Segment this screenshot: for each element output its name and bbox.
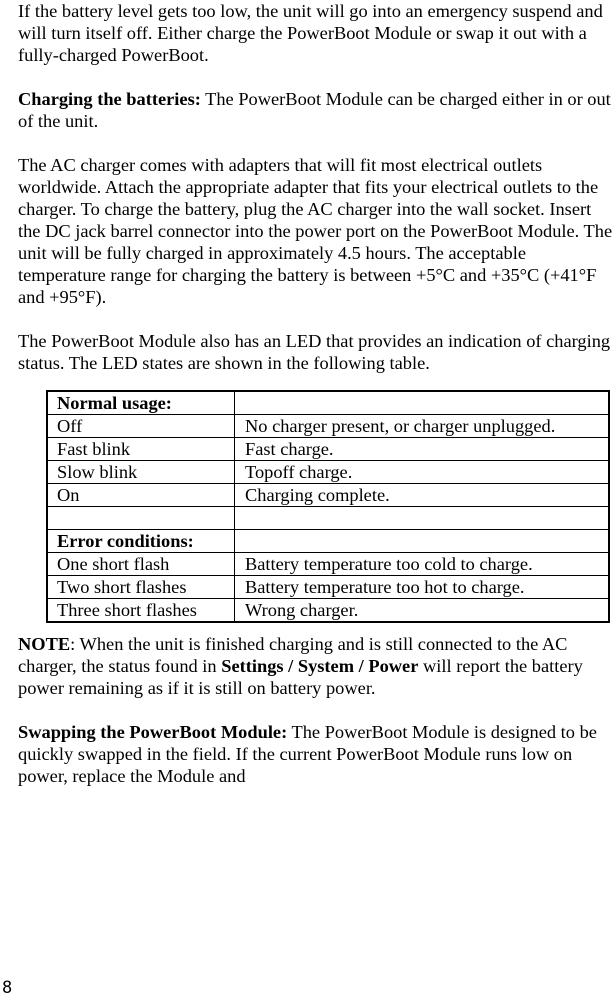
- led-state: On: [47, 484, 235, 507]
- note-text-1: : When the unit is finished charging and is still connected to the AC charger, the status found in: [18, 634, 568, 676]
- normal-usage-header: Normal usage:: [47, 391, 235, 415]
- led-status-table: [46, 390, 610, 623]
- charging-text: The PowerBoot Module can be charged either in or out of the unit.: [18, 89, 611, 131]
- led-meaning: Fast charge.: [235, 438, 610, 461]
- error-conditions-header: Error conditions:: [47, 530, 235, 553]
- empty-row: [47, 507, 609, 530]
- swapping-heading: Swapping the PowerBoot Module:: [18, 722, 288, 742]
- led-meaning: Wrong charger.: [235, 599, 610, 623]
- led-meaning: Topoff charge.: [235, 461, 610, 484]
- table-row: [47, 415, 609, 438]
- note-text-2: will report the battery power remaining as if it is still on battery power.: [18, 656, 583, 698]
- swapping-text: The PowerBoot Module is designed to be quickly swapped in the field. If the current PowerBoot Module runs low on power, replace the Module and: [18, 722, 597, 786]
- note-paragraph: [18, 633, 614, 699]
- table-header-row: [47, 391, 609, 415]
- settings-path: Settings / System / Power: [221, 656, 419, 676]
- led-state: Two short flashes: [47, 576, 235, 599]
- table-header-row: [47, 530, 609, 553]
- swapping-paragraph: [18, 721, 614, 787]
- led-state: Three short flashes: [47, 599, 235, 623]
- led-meaning: Battery temperature too cold to charge.: [235, 553, 610, 576]
- page-number: 8: [2, 978, 13, 998]
- ac-charger-paragraph: The AC charger comes with adapters that will fit most electrical outlets worldwide. Attach the appropriate adapter that fits your electrical outlets to the charger. To charge the battery, plug the AC charger into the wall socket. Insert the DC jack barrel connector into the power port on the PowerBoot Module. The unit will be fully charged in approximately 4.5 hours. The acceptable temperature range for charging the battery is between +5°C and +35°C (+41°F and +95°F).: [18, 155, 613, 307]
- table-row: [47, 576, 609, 599]
- note-label: NOTE: [18, 634, 71, 654]
- charging-paragraph: [18, 88, 614, 132]
- emergency-suspend-paragraph: If the battery level gets too low, the unit will go into an emergency suspend and will turn itself off. Either charge the PowerBoot Module or swap it out with a fully-charged PowerBoot.: [18, 1, 603, 65]
- led-meaning: No charger present, or charger unplugged.: [235, 415, 610, 438]
- table-row: [47, 484, 609, 507]
- table-row: [47, 599, 609, 623]
- led-state: Slow blink: [47, 461, 235, 484]
- led-state: One short flash: [47, 553, 235, 576]
- manual-page: [18, 0, 614, 787]
- led-paragraph: The PowerBoot Module also has an LED that provides an indication of charging status. The LED states are shown in the following table.: [18, 331, 611, 373]
- led-meaning: Charging complete.: [235, 484, 610, 507]
- led-meaning: Battery temperature too hot to charge.: [235, 576, 610, 599]
- table-row: [47, 461, 609, 484]
- led-state: Off: [47, 415, 235, 438]
- led-state: Fast blink: [47, 438, 235, 461]
- table-row: [47, 438, 609, 461]
- charging-heading: Charging the batteries:: [18, 89, 201, 109]
- table-row: [47, 553, 609, 576]
